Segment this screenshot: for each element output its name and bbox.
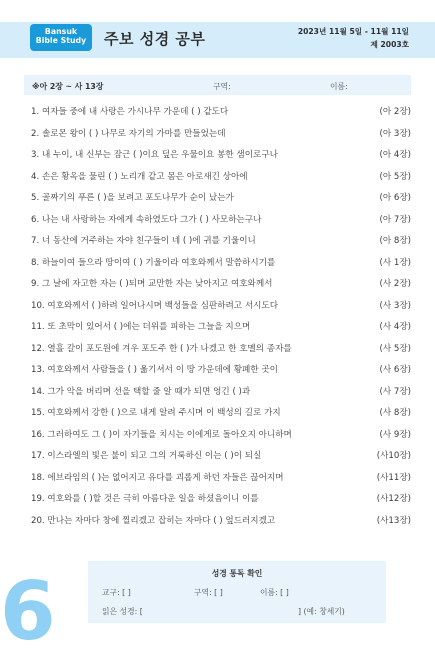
name-field: 이름: [ ] xyxy=(260,588,289,597)
question-reference: (아 5장) xyxy=(379,171,411,182)
question-number: 10. xyxy=(31,300,45,311)
question-number: 8. xyxy=(31,257,40,268)
question-number: 9. xyxy=(31,279,40,289)
question-item xyxy=(31,446,411,468)
badge-line-1: Bansuk xyxy=(44,27,78,36)
question-item xyxy=(31,188,411,210)
question-reference: (아 2장) xyxy=(379,107,411,117)
date-box xyxy=(298,26,409,50)
question-text: 그 날에 자고한 자는 ( )되며 교만한 자는 낮아지고 여호와께서 xyxy=(41,279,273,289)
name-label: 이름: xyxy=(330,82,348,91)
question-reference: (아 6장) xyxy=(379,193,411,203)
question-number: 4. xyxy=(31,171,40,182)
question-reference: (아 8장) xyxy=(379,236,411,246)
question-reference: (사 3장) xyxy=(379,300,411,311)
question-reference: (사 9장) xyxy=(379,429,411,440)
question-item xyxy=(31,489,411,511)
info-row xyxy=(24,75,411,95)
header xyxy=(0,0,435,58)
question-text: 여호와께서 사람들을 ( ) 옮기셔서 이 땅 가운데에 황폐한 곳이 xyxy=(47,365,278,375)
read-book-example: ] (예: 창세기) xyxy=(298,607,345,616)
question-text: 솔로몬 왕이 ( ) 나무로 자기의 가마를 만들었는데 xyxy=(41,128,226,139)
question-number: 3. xyxy=(31,150,40,160)
badge-line-2: Bible Study xyxy=(35,35,87,45)
reading-check-box xyxy=(88,561,386,623)
bible-study-badge xyxy=(30,24,92,51)
question-reference: (사 6장) xyxy=(379,365,411,375)
question-reference: (사 5장) xyxy=(379,343,411,354)
question-number: 13. xyxy=(31,365,45,375)
chapter-range: ※아 2장 ~ 사 13장 xyxy=(32,82,104,91)
question-text: 여자들 중에 내 사랑은 가시나무 가운데 ( ) 같도다 xyxy=(41,107,229,117)
question-reference: (아 7장) xyxy=(379,214,411,225)
question-text: 에브라임의 ( )는 없어지고 유다를 괴롭게 하던 자들은 끊어지며 xyxy=(47,472,284,483)
question-text: 여호와를 ( )할 것은 극히 아름다운 일을 하셨음이니 이를 xyxy=(47,494,259,504)
question-reference: (아 3장) xyxy=(379,128,411,139)
question-number: 11. xyxy=(31,322,45,332)
question-item xyxy=(31,382,411,404)
question-text: 이스라엘의 빛은 불이 되고 그의 거룩하신 이는 ( )이 되실 xyxy=(47,451,262,461)
question-item xyxy=(31,296,411,318)
question-item xyxy=(31,317,411,339)
reading-check-title: 성경 통독 확인 xyxy=(211,569,263,578)
question-item xyxy=(31,339,411,361)
date-range: 2023년 11월 5일 - 11월 11일 xyxy=(297,27,409,36)
read-book-field: 읽은 성경: [ xyxy=(102,607,143,616)
question-reference: (아 4장) xyxy=(379,150,411,160)
question-text: 여호와께서 ( )하려 일어나시며 백성들을 심판하려고 서시도다 xyxy=(47,300,279,311)
question-item xyxy=(31,167,411,189)
question-number: 17. xyxy=(31,451,45,461)
question-number: 19. xyxy=(31,494,45,504)
question-item xyxy=(31,425,411,447)
question-text: 그가 악을 버리며 선을 택할 줄 알 때가 되면 엉긴 ( )과 xyxy=(47,386,251,397)
question-item xyxy=(31,403,411,425)
question-text: 만나는 자마다 창에 찔리겠고 잡히는 자마다 ( ) 엎드러지겠고 xyxy=(47,515,276,526)
page-title: 주보 성경 공부 xyxy=(104,30,206,48)
question-text: 열흘 갈이 포도원에 겨우 포도주 한 ( )가 나겠고 한 호멜의 종자를 xyxy=(47,343,292,354)
parish-field: 교구: [ ] xyxy=(102,588,131,597)
question-number: 2. xyxy=(31,128,40,139)
question-text: 내 누이, 내 신부는 잠근 ( )이요 덮은 우물이요 봉한 샘이로구나 xyxy=(41,150,278,160)
question-item xyxy=(31,102,411,124)
question-number: 14. xyxy=(31,386,45,397)
question-item xyxy=(31,145,411,167)
question-number: 16. xyxy=(31,429,45,440)
question-number: 18. xyxy=(31,472,45,483)
question-text: 손은 황옥을 물린 ( ) 노리개 같고 몸은 아로새긴 상아에 xyxy=(41,171,248,182)
issue-number: 제 2003호 xyxy=(370,40,409,49)
question-number: 6. xyxy=(31,214,40,225)
question-reference: (사13장) xyxy=(376,515,411,526)
question-number: 12. xyxy=(31,343,45,354)
question-item xyxy=(31,360,411,382)
question-text: 여호와께서 강한 ( )으로 내게 알려 주시며 이 백성의 길로 가지 xyxy=(47,408,281,418)
question-text: 너 동산에 거주하는 자야 친구들이 네 ( )에 귀를 기울이니 xyxy=(41,236,256,246)
question-item xyxy=(31,124,411,146)
question-reference: (사12장) xyxy=(376,494,411,504)
question-item xyxy=(31,210,411,232)
question-reference: (사 7장) xyxy=(379,386,411,397)
question-reference: (사 1장) xyxy=(379,257,411,268)
district-label: 구역: xyxy=(213,82,231,91)
question-reference: (사10장) xyxy=(376,451,411,461)
question-text: 그러하여도 그 ( )이 자기들을 치시는 이에게로 돌아오지 아니하며 xyxy=(47,429,292,440)
question-text: 또 초막이 있어서 ( )에는 더위를 피하는 그늘을 지으며 xyxy=(47,322,251,332)
question-reference: (사 8장) xyxy=(379,408,411,418)
question-item xyxy=(31,274,411,296)
question-number: 1. xyxy=(31,107,40,117)
question-text: 나는 내 사랑하는 자에게 속하였도다 그가 ( ) 사모하는구나 xyxy=(41,214,262,225)
question-item xyxy=(31,511,411,533)
question-list xyxy=(31,102,411,532)
question-number: 5. xyxy=(31,193,40,203)
question-text: 골짜기의 푸른 ( )을 보려고 포도나무가 순이 났는가 xyxy=(41,193,234,203)
question-number: 7. xyxy=(31,236,40,246)
question-reference: (사11장) xyxy=(376,472,411,483)
question-reference: (사 4장) xyxy=(379,322,411,332)
question-number: 20. xyxy=(31,515,45,526)
question-reference: (사 2장) xyxy=(379,279,411,289)
question-number: 15. xyxy=(31,408,45,418)
question-text: 하늘이여 들으라 땅이여 ( ) 기울이라 여호와께서 말씀하시기를 xyxy=(41,257,276,268)
question-item xyxy=(31,468,411,490)
district-field: 구역: [ ] xyxy=(194,588,223,597)
question-item xyxy=(31,231,411,253)
question-item xyxy=(31,253,411,275)
issue-big-number: 6 xyxy=(0,565,56,658)
